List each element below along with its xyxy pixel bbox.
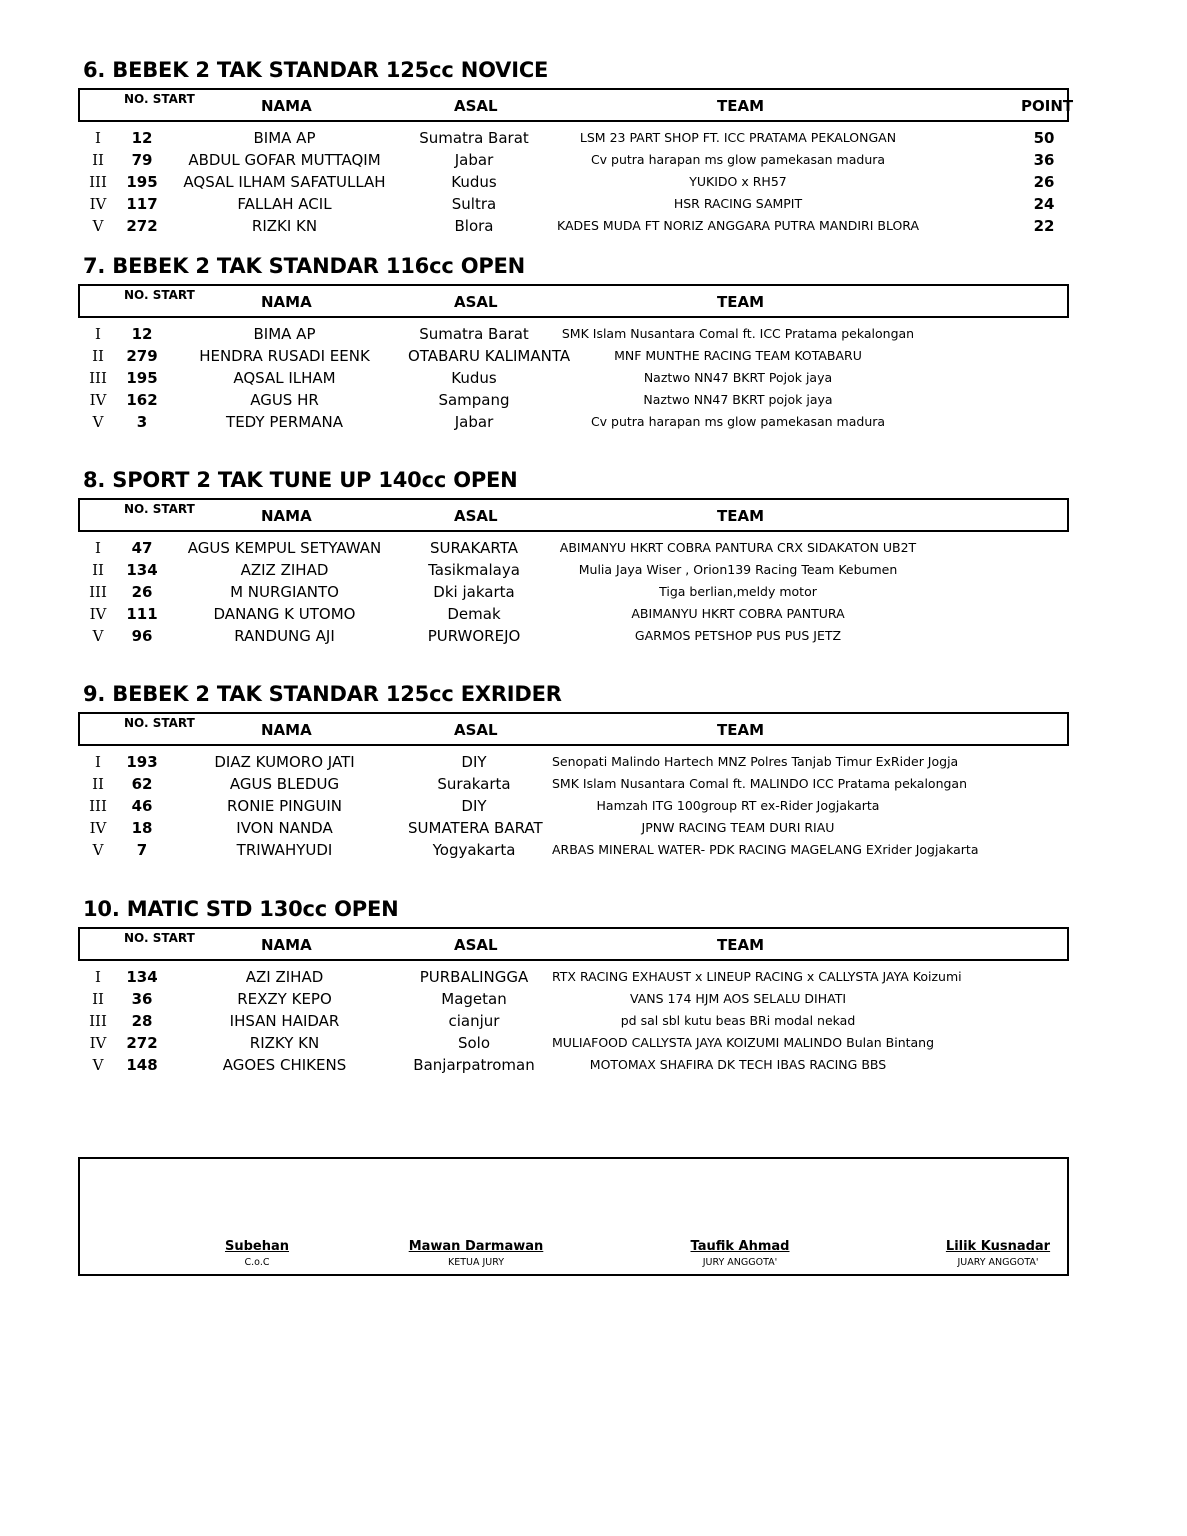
signature-coc bbox=[207, 1239, 307, 1268]
position: III bbox=[89, 797, 107, 815]
start-number: 28 bbox=[131, 1012, 153, 1030]
origin: Tasikmalaya bbox=[428, 561, 520, 579]
team-name: ARBAS MINERAL WATER- PDK RACING MAGELANG EXrider Jogjakarta bbox=[552, 842, 979, 857]
origin: Jabar bbox=[454, 413, 494, 431]
start-number: 272 bbox=[126, 217, 158, 235]
position: III bbox=[89, 369, 107, 387]
header-no-start: NO. START bbox=[124, 716, 195, 730]
table-row bbox=[78, 817, 1069, 839]
header-nama: NAMA bbox=[261, 293, 312, 311]
origin: Jabar bbox=[454, 151, 494, 169]
table-row bbox=[78, 171, 1069, 193]
rider-name: RIZKY KN bbox=[249, 1034, 320, 1052]
origin: Kudus bbox=[451, 369, 497, 387]
header-asal: ASAL bbox=[454, 936, 498, 954]
table-row bbox=[78, 1032, 1069, 1054]
header-nama: NAMA bbox=[261, 936, 312, 954]
team-name: JPNW RACING TEAM DURI RIAU bbox=[641, 820, 835, 835]
origin: Sampang bbox=[438, 391, 510, 409]
table-header bbox=[78, 498, 1069, 532]
origin: Blora bbox=[454, 217, 494, 235]
rider-name: AGOES CHIKENS bbox=[222, 1056, 347, 1074]
table-row bbox=[78, 127, 1069, 149]
team-name: MNF MUNTHE RACING TEAM KOTABARU bbox=[614, 348, 862, 363]
header-nama: NAMA bbox=[261, 97, 312, 115]
table-row bbox=[78, 1054, 1069, 1076]
origin: Sultra bbox=[451, 195, 497, 213]
start-number: 148 bbox=[126, 1056, 158, 1074]
rider-name: RONIE PINGUIN bbox=[226, 797, 343, 815]
rider-name: DANANG K UTOMO bbox=[213, 605, 356, 623]
rider-name: AZIZ ZIHAD bbox=[240, 561, 329, 579]
position: I bbox=[95, 753, 101, 771]
start-number: 46 bbox=[131, 797, 153, 815]
team-name: ABIMANYU HKRT COBRA PANTURA bbox=[631, 606, 845, 621]
team-name: Tiga berlian,meldy motor bbox=[659, 584, 817, 599]
position: I bbox=[95, 325, 101, 343]
table-row bbox=[78, 193, 1069, 215]
team-name: Naztwo NN47 BKRT pojok jaya bbox=[643, 392, 833, 407]
team-name: SMK Islam Nusantara Comal ft. MALINDO ICC Pratama pekalongan bbox=[552, 776, 968, 791]
position: V bbox=[92, 627, 104, 645]
header-asal: ASAL bbox=[454, 97, 498, 115]
origin: Banjarpatroman bbox=[413, 1056, 535, 1074]
table-row bbox=[78, 149, 1069, 171]
rider-name: RANDUNG AJI bbox=[234, 627, 335, 645]
rider-name: AGUS KEMPUL SETYAWAN bbox=[187, 539, 382, 557]
rider-name: RIZKI KN bbox=[251, 217, 318, 235]
position: V bbox=[92, 841, 104, 859]
header-team: TEAM bbox=[717, 293, 765, 311]
signature-jury-anggota-2 bbox=[933, 1239, 1063, 1268]
team-name: HSR RACING SAMPIT bbox=[673, 196, 803, 211]
start-number: 12 bbox=[131, 325, 153, 343]
start-number: 36 bbox=[131, 990, 153, 1008]
table-row bbox=[78, 345, 1069, 367]
team-name: MOTOMAX SHAFIRA DK TECH IBAS RACING BBS bbox=[589, 1057, 887, 1072]
signatory-name: Subehan bbox=[224, 1239, 290, 1254]
points: 50 bbox=[1033, 129, 1055, 147]
header-team: TEAM bbox=[717, 97, 765, 115]
table-row bbox=[78, 603, 1069, 625]
section-title: 6. BEBEK 2 TAK STANDAR 125cc NOVICE bbox=[83, 58, 549, 82]
start-number: 279 bbox=[126, 347, 158, 365]
position: V bbox=[92, 413, 104, 431]
origin: Sumatra Barat bbox=[419, 129, 529, 147]
start-number: 117 bbox=[126, 195, 158, 213]
team-name: Naztwo NN47 BKRT Pojok jaya bbox=[643, 370, 833, 385]
signatory-role: JUARY ANGGOTA' bbox=[957, 1257, 1039, 1268]
origin: PURBALINGGA bbox=[419, 968, 529, 986]
table-row bbox=[78, 966, 1069, 988]
start-number: 162 bbox=[126, 391, 158, 409]
start-number: 79 bbox=[131, 151, 153, 169]
team-name: ABIMANYU HKRT COBRA PANTURA CRX SIDAKATON UB2T bbox=[559, 540, 917, 555]
header-point: POINT bbox=[1021, 97, 1074, 115]
table-row bbox=[78, 581, 1069, 603]
header-asal: ASAL bbox=[454, 507, 498, 525]
rider-name: AZI ZIHAD bbox=[245, 968, 324, 986]
signatory-role: KETUA JURY bbox=[447, 1257, 505, 1268]
position: I bbox=[95, 968, 101, 986]
position: II bbox=[92, 990, 104, 1008]
header-team: TEAM bbox=[717, 507, 765, 525]
origin: Dki jakarta bbox=[433, 583, 515, 601]
table-header bbox=[78, 284, 1069, 318]
table-row bbox=[78, 839, 1069, 861]
points: 26 bbox=[1033, 173, 1055, 191]
team-name: Hamzah ITG 100group RT ex-Rider Jogjakarta bbox=[596, 798, 880, 813]
start-number: 96 bbox=[131, 627, 153, 645]
rider-name: BIMA AP bbox=[253, 325, 316, 343]
origin: Surakarta bbox=[437, 775, 511, 793]
start-number: 134 bbox=[126, 968, 158, 986]
header-asal: ASAL bbox=[454, 293, 498, 311]
signatory-name: Mawan Darmawan bbox=[408, 1239, 544, 1254]
rider-name: BIMA AP bbox=[253, 129, 316, 147]
signatory-name: Taufik Ahmad bbox=[690, 1239, 790, 1254]
rider-name: IHSAN HAIDAR bbox=[229, 1012, 340, 1030]
origin: cianjur bbox=[448, 1012, 500, 1030]
position: II bbox=[92, 347, 104, 365]
origin: SURAKARTA bbox=[429, 539, 518, 557]
start-number: 193 bbox=[126, 753, 158, 771]
start-number: 47 bbox=[131, 539, 153, 557]
table-row bbox=[78, 537, 1069, 559]
start-number: 111 bbox=[126, 605, 158, 623]
position: IV bbox=[89, 195, 107, 213]
start-number: 26 bbox=[131, 583, 153, 601]
start-number: 7 bbox=[136, 841, 148, 859]
section-title: 10. MATIC STD 130cc OPEN bbox=[83, 897, 399, 921]
header-no-start: NO. START bbox=[124, 288, 195, 302]
rider-name: HENDRA RUSADI EENK bbox=[199, 347, 370, 365]
origin: Solo bbox=[457, 1034, 491, 1052]
start-number: 134 bbox=[126, 561, 158, 579]
team-name: SMK Islam Nusantara Comal ft. ICC Pratama pekalongan bbox=[561, 326, 915, 341]
position: IV bbox=[89, 819, 107, 837]
position: III bbox=[89, 173, 107, 191]
team-name: GARMOS PETSHOP PUS PUS JETZ bbox=[634, 628, 842, 643]
rider-name: AGUS BLEDUG bbox=[229, 775, 340, 793]
table-header bbox=[78, 88, 1074, 122]
section-title: 9. BEBEK 2 TAK STANDAR 125cc EXRIDER bbox=[83, 682, 562, 706]
position: III bbox=[89, 1012, 107, 1030]
team-name: Mulia Jaya Wiser , Orion139 Racing Team Kebumen bbox=[578, 562, 898, 577]
rider-name: REXZY KEPO bbox=[237, 990, 332, 1008]
position: II bbox=[92, 561, 104, 579]
position: IV bbox=[89, 391, 107, 409]
signatory-name: Lilik Kusnadar bbox=[945, 1239, 1051, 1254]
position: I bbox=[95, 539, 101, 557]
position: II bbox=[92, 151, 104, 169]
section-title: 7. BEBEK 2 TAK STANDAR 116cc OPEN bbox=[83, 254, 526, 278]
team-name: Senopati Malindo Hartech MNZ Polres Tanjab Timur ExRider Jogja bbox=[552, 754, 959, 769]
header-nama: NAMA bbox=[261, 507, 312, 525]
origin: PURWOREJO bbox=[427, 627, 521, 645]
header-asal: ASAL bbox=[454, 721, 498, 739]
table-row bbox=[78, 773, 1069, 795]
team-name: Cv putra harapan ms glow pamekasan madura bbox=[590, 152, 886, 167]
signature-jury-anggota-1 bbox=[670, 1239, 810, 1268]
points: 22 bbox=[1033, 217, 1055, 235]
team-name: RTX RACING EXHAUST x LINEUP RACING x CALLYSTA JAYA Koizumi bbox=[552, 969, 962, 984]
origin: DIY bbox=[461, 753, 487, 771]
table-row bbox=[78, 988, 1069, 1010]
rider-name: TEDY PERMANA bbox=[226, 413, 343, 431]
points: 36 bbox=[1033, 151, 1055, 169]
team-name: VANS 174 HJM AOS SELALU DIHATI bbox=[629, 991, 847, 1006]
team-name: LSM 23 PART SHOP FT. ICC PRATAMA PEKALONGAN bbox=[579, 130, 897, 145]
team-name: Cv putra harapan ms glow pamekasan madura bbox=[590, 414, 886, 429]
header-no-start: NO. START bbox=[124, 931, 195, 945]
header-team: TEAM bbox=[717, 936, 765, 954]
team-name: pd sal sbl kutu beas BRi modal nekad bbox=[620, 1013, 856, 1028]
signatory-role: C.o.C bbox=[244, 1257, 270, 1268]
origin: SUMATERA BARAT bbox=[408, 819, 543, 837]
table-row bbox=[78, 389, 1069, 411]
team-name: MULIAFOOD CALLYSTA JAYA KOIZUMI MALINDO Bulan Bintang bbox=[552, 1035, 935, 1050]
table-row bbox=[78, 367, 1069, 389]
signature-ketua-jury bbox=[396, 1239, 556, 1268]
team-name: YUKIDO x RH57 bbox=[689, 174, 787, 189]
rider-name: AQSAL ILHAM bbox=[233, 369, 336, 387]
header-team: TEAM bbox=[717, 721, 765, 739]
header-nama: NAMA bbox=[261, 721, 312, 739]
table-row bbox=[78, 323, 1069, 345]
start-number: 12 bbox=[131, 129, 153, 147]
rider-name: ABDUL GOFAR MUTTAQIM bbox=[188, 151, 381, 169]
table-row bbox=[78, 795, 1069, 817]
position: II bbox=[92, 775, 104, 793]
section-title: 8. SPORT 2 TAK TUNE UP 140cc OPEN bbox=[83, 468, 518, 492]
signature-box bbox=[78, 1157, 1069, 1276]
origin: Magetan bbox=[441, 990, 507, 1008]
position: V bbox=[92, 1056, 104, 1074]
header-no-start: NO. START bbox=[124, 502, 195, 516]
table-row bbox=[78, 411, 1069, 433]
table-header bbox=[78, 712, 1069, 746]
header-no-start: NO. START bbox=[124, 92, 195, 106]
position: I bbox=[95, 129, 101, 147]
rider-name: AQSAL ILHAM SAFATULLAH bbox=[183, 173, 386, 191]
rider-name: DIAZ KUMORO JATI bbox=[214, 753, 355, 771]
start-number: 272 bbox=[126, 1034, 158, 1052]
origin: Yogyakarta bbox=[432, 841, 516, 859]
origin: Kudus bbox=[451, 173, 497, 191]
rider-name: AGUS HR bbox=[250, 391, 319, 409]
origin: Demak bbox=[447, 605, 501, 623]
table-header bbox=[78, 927, 1069, 961]
start-number: 3 bbox=[136, 413, 148, 431]
start-number: 195 bbox=[126, 173, 158, 191]
start-number: 62 bbox=[131, 775, 153, 793]
signatory-role: JURY ANGGOTA' bbox=[702, 1257, 778, 1268]
rider-name: FALLAH ACIL bbox=[237, 195, 332, 213]
table-row bbox=[78, 625, 1069, 647]
position: IV bbox=[89, 605, 107, 623]
origin: OTABARU KALIMANTA bbox=[408, 347, 571, 365]
position: V bbox=[92, 217, 104, 235]
rider-name: TRIWAHYUDI bbox=[236, 841, 333, 859]
position: III bbox=[89, 583, 107, 601]
table-row bbox=[78, 1010, 1069, 1032]
position: IV bbox=[89, 1034, 107, 1052]
start-number: 18 bbox=[131, 819, 153, 837]
team-name: KADES MUDA FT NORIZ ANGGARA PUTRA MANDIRI BLORA bbox=[556, 218, 920, 233]
table-row bbox=[78, 559, 1069, 581]
rider-name: IVON NANDA bbox=[236, 819, 333, 837]
table-row bbox=[78, 751, 1069, 773]
points: 24 bbox=[1033, 195, 1055, 213]
start-number: 195 bbox=[126, 369, 158, 387]
table-row bbox=[78, 215, 1069, 237]
origin: DIY bbox=[461, 797, 487, 815]
origin: Sumatra Barat bbox=[419, 325, 529, 343]
rider-name: M NURGIANTO bbox=[230, 583, 339, 601]
